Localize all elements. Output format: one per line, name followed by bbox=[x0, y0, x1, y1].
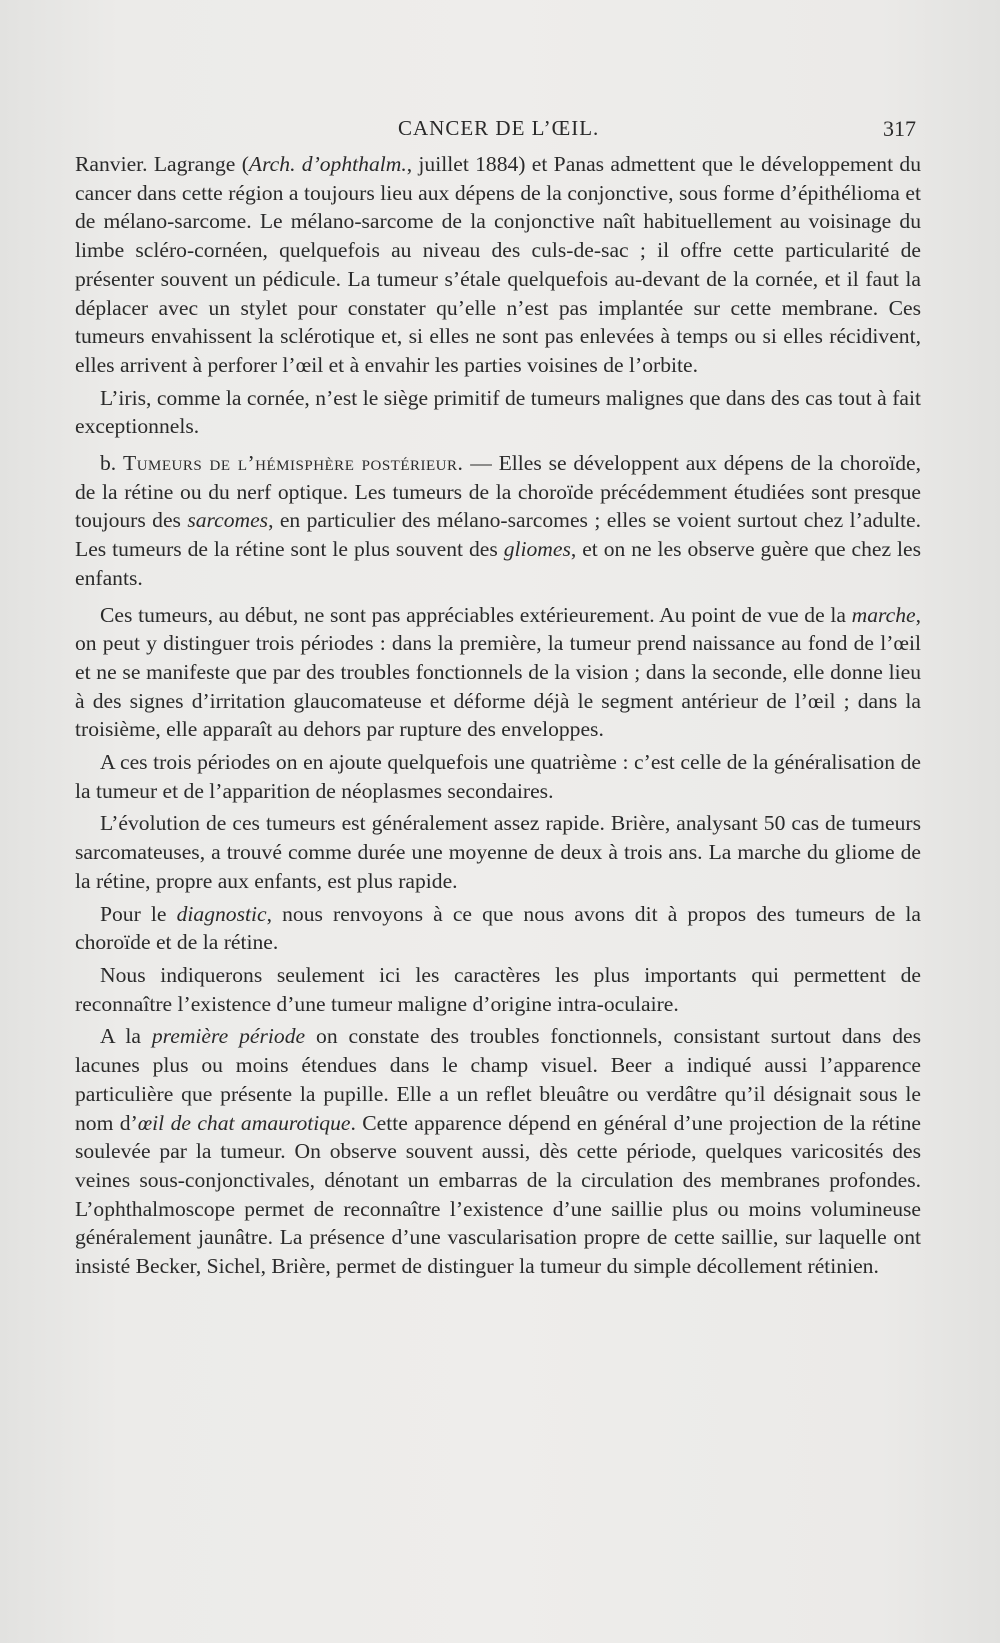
text-run: — Elles se développent aux dépens de la choroïde, de la rétine ou du nerf optique. Les tumeurs de la choroïde précédemment étudiées sont presque toujours des bbox=[75, 451, 921, 533]
paragraph-periods bbox=[75, 601, 921, 745]
emphasis-diagnostic: diagnostic bbox=[176, 901, 267, 926]
running-head bbox=[0, 116, 1000, 150]
paragraph-conjunctiva-cancer bbox=[75, 150, 921, 380]
emphasis-oeil-de-chat: œil de chat amaurotique bbox=[137, 1110, 351, 1135]
text-run: A la bbox=[100, 1024, 152, 1049]
emphasis-gliomes: gliomes bbox=[503, 537, 571, 562]
emphasis-premiere-periode: première période bbox=[151, 1024, 306, 1049]
paragraph-iris: L’iris, comme la cornée, n’est le siège primitif de tumeurs malignes que dans des cas tout à fait exceptionnels. bbox=[75, 385, 921, 439]
emphasis-marche: marche bbox=[851, 602, 916, 627]
text-run: , on peut y distinguer trois périodes : dans la première, la tumeur prend naissance au fond de l’œil et ne se manifeste que par des troubles fonctionnels de la vision ; dans la seconde, elle donne lieu à des signes d’irritation glaucomateuse et déforme déjà le segment antérieur de l’œil ; dans la troisième, elle apparaît au dehors par rupture des enveloppes. bbox=[75, 602, 921, 742]
paragraph-evolution: L’évolution de ces tumeurs est généralement assez rapide. Brière, analysant 50 cas de tumeurs sarcomateuses, a trouvé comme durée une moyenne de deux à trois ans. La marche du gliome de la rétine, propre aux enfants, est plus rapide. bbox=[75, 811, 921, 893]
page-number: 317 bbox=[883, 116, 916, 141]
text-run: , juillet 1884) et Panas admettent que le développement du cancer dans cette région a toujours lieu aux dépens de la conjonctive, sous forme d’épithélioma et de mélano-sarcome. Le mélano-sarcome de la conjonctive naît habituellement au voisinage du limbe scléro-cornéen, quelquefois au niveau des culs-de-sac ; il offre cette particularité de présenter souvent un pédicule. La tumeur s’étale quelquefois au-devant de la cornée, et il faut la déplacer avec un stylet pour constater qu’elle n’est pas implantée sur cette membrane. Ces tumeurs envahissent la sclérotique et, si elles ne sont pas enlevées à temps ou si elles récidivent, elles arrivent à perforer l’œil et à envahir les parties voisines de l’orbite. bbox=[75, 152, 921, 377]
section-label: b. bbox=[100, 451, 117, 476]
text-run: . Cette apparence dépend en général d’une projection de la rétine soulevée par la tumeur. On observe souvent aussi, dès cette période, quelques varicosités des veines sous-conjonctivales, dénotant un embarras de la circulation des membranes profondes. L’ophthalmoscope permet de reconnaître l’existence d’une saillie plus ou moins volumineuse généralement jaunâtre. La présence d’une vascularisation propre de cette saillie, sur laquelle ont insisté Becker, Sichel, Brière, permet de distinguer la tumeur du simple décollement rétinien. bbox=[75, 1110, 922, 1279]
paragraph-characters: Nous indiquerons seulement ici les caractères les plus importants qui permettent de reconnaître l’existence d’une tumeur maligne d’origine intra-oculaire. bbox=[75, 962, 921, 1016]
text-run: on constate des troubles fonctionnels, consistant surtout dans des lacunes plus ou moins étendues dans le champ visuel. Beer a indiqué aussi l’apparence particulière que présente la pupille. Elle a un reflet bleuâtre ou verdâtre qu’il désignait sous le nom d’ bbox=[75, 1024, 921, 1135]
body-text bbox=[75, 150, 921, 1285]
text-run: Ranvier. Lagrange ( bbox=[75, 152, 249, 176]
section-heading: Tumeurs de l’hémisphère postérieur. bbox=[123, 451, 464, 476]
paragraph-fourth-period: A ces trois périodes on en ajoute quelquefois une quatrième : c’est celle de la généralisation de la tumeur et de l’apparition de néoplasmes secondaires. bbox=[75, 750, 921, 803]
paragraph-diagnostic bbox=[75, 900, 921, 957]
text-run: , en particulier des mélano-sarcomes ; elles se voient surtout chez l’adulte. Les tumeurs de la rétine sont le plus souvent des bbox=[75, 508, 921, 562]
paragraph-posterior-hemisphere bbox=[75, 449, 921, 593]
journal-citation: Arch. d’ophthalm. bbox=[248, 152, 407, 176]
text-run: Pour le bbox=[100, 901, 177, 926]
text-run: Ces tumeurs, au début, ne sont pas appréciables extérieurement. Au point de vue de la bbox=[100, 602, 852, 627]
running-head-title: CANCER DE L’ŒIL. bbox=[398, 116, 600, 140]
paragraph-first-period bbox=[75, 1022, 921, 1280]
text-run: , et on ne les observe guère que chez les enfants. bbox=[75, 537, 921, 590]
text-run: , nous renvoyons à ce que nous avons dit à propos des tumeurs de la choroïde et de la rétine. bbox=[75, 901, 921, 955]
emphasis-sarcomes: sarcomes bbox=[187, 508, 269, 533]
